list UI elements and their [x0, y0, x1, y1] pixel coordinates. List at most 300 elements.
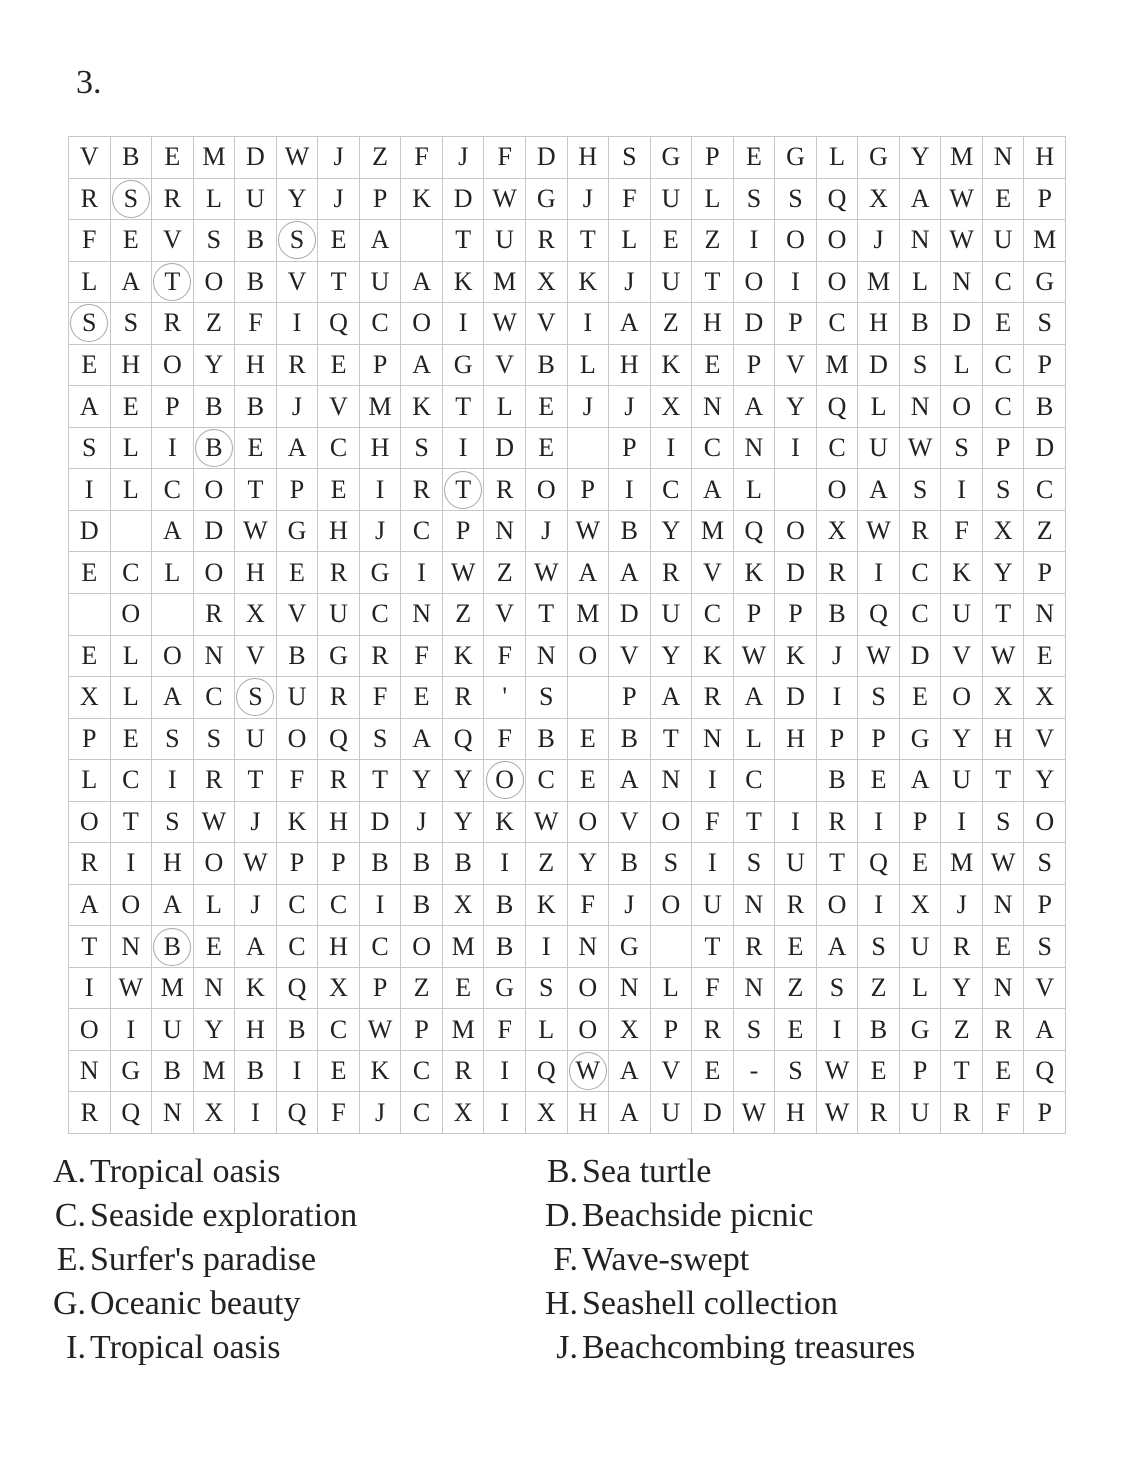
grid-cell[interactable] — [568, 262, 610, 304]
grid-cell[interactable] — [484, 843, 526, 885]
grid-cell[interactable] — [983, 802, 1025, 844]
grid-cell[interactable] — [443, 511, 485, 553]
grid-cell[interactable] — [734, 802, 776, 844]
grid-cell[interactable] — [360, 386, 402, 428]
grid-cell[interactable] — [651, 1051, 693, 1093]
grid-cell[interactable] — [401, 719, 443, 761]
grid-cell[interactable] — [360, 1051, 402, 1093]
grid-cell[interactable] — [401, 636, 443, 678]
grid-cell[interactable] — [235, 1051, 277, 1093]
grid-cell[interactable] — [692, 469, 734, 511]
grid-cell[interactable] — [318, 926, 360, 968]
grid-cell[interactable] — [858, 677, 900, 719]
grid-cell[interactable] — [900, 220, 942, 262]
grid-cell[interactable] — [69, 1009, 111, 1051]
grid-cell[interactable] — [152, 345, 194, 387]
grid-cell[interactable] — [360, 469, 402, 511]
grid-cell-circled[interactable] — [152, 262, 194, 304]
grid-cell[interactable] — [817, 1051, 859, 1093]
grid-cell[interactable] — [526, 179, 568, 221]
grid-cell[interactable] — [69, 594, 111, 636]
grid-cell[interactable] — [775, 760, 817, 802]
grid-cell[interactable] — [69, 179, 111, 221]
grid-cell[interactable] — [69, 968, 111, 1010]
grid-cell[interactable] — [775, 552, 817, 594]
grid-cell[interactable] — [401, 552, 443, 594]
grid-cell[interactable] — [900, 469, 942, 511]
grid-cell[interactable] — [69, 1092, 111, 1134]
grid-cell[interactable] — [277, 1051, 319, 1093]
grid-cell[interactable] — [941, 469, 983, 511]
grid-cell[interactable] — [111, 926, 153, 968]
grid-cell[interactable] — [111, 262, 153, 304]
grid-cell[interactable] — [111, 303, 153, 345]
grid-cell-circled[interactable] — [152, 926, 194, 968]
grid-cell[interactable] — [526, 968, 568, 1010]
grid-cell[interactable] — [443, 968, 485, 1010]
grid-cell[interactable] — [235, 1092, 277, 1134]
grid-cell[interactable] — [1024, 885, 1066, 927]
grid-cell[interactable] — [609, 636, 651, 678]
grid-cell[interactable] — [817, 968, 859, 1010]
grid-cell[interactable] — [817, 636, 859, 678]
grid-cell[interactable] — [69, 802, 111, 844]
grid-cell[interactable] — [318, 719, 360, 761]
grid-cell[interactable] — [152, 802, 194, 844]
grid-cell[interactable] — [817, 137, 859, 179]
grid-cell[interactable] — [817, 760, 859, 802]
grid-cell[interactable] — [235, 220, 277, 262]
grid-cell[interactable] — [526, 802, 568, 844]
grid-cell[interactable] — [318, 636, 360, 678]
grid-cell[interactable] — [484, 719, 526, 761]
grid-cell[interactable] — [941, 843, 983, 885]
grid-cell[interactable] — [277, 968, 319, 1010]
grid-cell[interactable] — [734, 926, 776, 968]
grid-cell[interactable] — [194, 1092, 236, 1134]
grid-cell[interactable] — [484, 220, 526, 262]
grid-cell[interactable] — [484, 677, 526, 719]
grid-cell[interactable] — [692, 885, 734, 927]
grid-cell[interactable] — [609, 802, 651, 844]
grid-cell[interactable] — [360, 802, 402, 844]
grid-cell[interactable] — [526, 885, 568, 927]
grid-cell[interactable] — [692, 1092, 734, 1134]
grid-cell[interactable] — [360, 137, 402, 179]
grid-cell[interactable] — [111, 469, 153, 511]
grid-cell[interactable] — [568, 386, 610, 428]
grid-cell[interactable] — [152, 677, 194, 719]
grid-cell[interactable] — [111, 594, 153, 636]
grid-cell[interactable] — [443, 594, 485, 636]
grid-cell[interactable] — [194, 137, 236, 179]
grid-cell[interactable] — [111, 137, 153, 179]
grid-cell[interactable] — [900, 885, 942, 927]
grid-cell[interactable] — [401, 594, 443, 636]
grid-cell[interactable] — [111, 511, 153, 553]
grid-cell[interactable] — [941, 885, 983, 927]
grid-cell[interactable] — [983, 469, 1025, 511]
grid-cell[interactable] — [734, 179, 776, 221]
grid-cell[interactable] — [401, 926, 443, 968]
grid-cell[interactable] — [609, 926, 651, 968]
grid-cell[interactable] — [318, 677, 360, 719]
grid-cell[interactable] — [235, 760, 277, 802]
grid-cell[interactable] — [1024, 843, 1066, 885]
grid-cell[interactable] — [235, 552, 277, 594]
grid-cell[interactable] — [277, 179, 319, 221]
grid-cell[interactable] — [775, 677, 817, 719]
grid-cell[interactable] — [858, 760, 900, 802]
grid-cell[interactable] — [443, 1051, 485, 1093]
grid-cell[interactable] — [858, 552, 900, 594]
grid-cell[interactable] — [111, 220, 153, 262]
grid-cell[interactable] — [194, 1051, 236, 1093]
grid-cell[interactable] — [858, 345, 900, 387]
grid-cell[interactable] — [69, 719, 111, 761]
grid-cell[interactable] — [817, 511, 859, 553]
grid-cell[interactable] — [900, 926, 942, 968]
grid-cell[interactable] — [69, 220, 111, 262]
grid-cell[interactable] — [484, 262, 526, 304]
grid-cell[interactable] — [401, 677, 443, 719]
grid-cell[interactable] — [318, 179, 360, 221]
grid-cell[interactable] — [152, 220, 194, 262]
grid-cell[interactable] — [568, 345, 610, 387]
grid-cell[interactable] — [692, 220, 734, 262]
grid-cell[interactable] — [111, 1009, 153, 1051]
grid-cell[interactable] — [318, 428, 360, 470]
grid-cell[interactable] — [111, 636, 153, 678]
grid-cell[interactable] — [111, 428, 153, 470]
grid-cell[interactable] — [941, 926, 983, 968]
grid-cell[interactable] — [194, 802, 236, 844]
grid-cell[interactable] — [692, 428, 734, 470]
grid-cell[interactable] — [194, 262, 236, 304]
grid-cell[interactable] — [941, 636, 983, 678]
grid-cell[interactable] — [526, 303, 568, 345]
grid-cell[interactable] — [360, 345, 402, 387]
grid-cell[interactable] — [69, 636, 111, 678]
grid-cell[interactable] — [360, 552, 402, 594]
grid-cell[interactable] — [443, 802, 485, 844]
grid-cell[interactable] — [900, 552, 942, 594]
grid-cell[interactable] — [651, 1009, 693, 1051]
grid-cell[interactable] — [360, 303, 402, 345]
grid-cell[interactable] — [526, 386, 568, 428]
grid-cell[interactable] — [1024, 511, 1066, 553]
grid-cell[interactable] — [235, 636, 277, 678]
grid-cell[interactable] — [983, 677, 1025, 719]
grid-cell[interactable] — [983, 636, 1025, 678]
grid-cell[interactable] — [775, 968, 817, 1010]
grid-cell[interactable] — [775, 1051, 817, 1093]
grid-cell[interactable] — [734, 719, 776, 761]
grid-cell[interactable] — [983, 885, 1025, 927]
grid-cell[interactable] — [568, 1009, 610, 1051]
grid-cell[interactable] — [692, 1009, 734, 1051]
grid-cell[interactable] — [69, 1051, 111, 1093]
grid-cell[interactable] — [900, 968, 942, 1010]
grid-cell[interactable] — [568, 428, 610, 470]
grid-cell[interactable] — [526, 1092, 568, 1134]
grid-cell[interactable] — [983, 220, 1025, 262]
grid-cell[interactable] — [526, 262, 568, 304]
grid-cell[interactable] — [858, 885, 900, 927]
grid-cell[interactable] — [858, 594, 900, 636]
grid-cell[interactable] — [277, 802, 319, 844]
grid-cell[interactable] — [651, 719, 693, 761]
grid-cell[interactable] — [69, 262, 111, 304]
grid-cell[interactable] — [817, 843, 859, 885]
grid-cell[interactable] — [775, 469, 817, 511]
grid-cell[interactable] — [1024, 1009, 1066, 1051]
grid-cell[interactable] — [360, 719, 402, 761]
grid-cell[interactable] — [858, 469, 900, 511]
grid-cell[interactable] — [734, 137, 776, 179]
grid-cell[interactable] — [360, 760, 402, 802]
grid-cell[interactable] — [734, 1009, 776, 1051]
grid-cell[interactable] — [235, 303, 277, 345]
grid-cell[interactable] — [194, 179, 236, 221]
grid-cell[interactable] — [900, 511, 942, 553]
grid-cell[interactable] — [1024, 469, 1066, 511]
grid-cell[interactable] — [817, 594, 859, 636]
grid-cell[interactable] — [734, 511, 776, 553]
grid-cell[interactable] — [983, 594, 1025, 636]
grid-cell[interactable] — [235, 968, 277, 1010]
grid-cell[interactable] — [152, 636, 194, 678]
grid-cell[interactable] — [1024, 968, 1066, 1010]
grid-cell[interactable] — [484, 511, 526, 553]
grid-cell[interactable] — [401, 428, 443, 470]
grid-cell[interactable] — [526, 1009, 568, 1051]
grid-cell[interactable] — [858, 843, 900, 885]
grid-cell[interactable] — [443, 345, 485, 387]
grid-cell[interactable] — [609, 594, 651, 636]
grid-cell[interactable] — [69, 469, 111, 511]
grid-cell[interactable] — [817, 719, 859, 761]
grid-cell[interactable] — [568, 885, 610, 927]
grid-cell[interactable] — [651, 511, 693, 553]
grid-cell[interactable] — [651, 345, 693, 387]
grid-cell[interactable] — [111, 1051, 153, 1093]
grid-cell[interactable] — [692, 636, 734, 678]
grid-cell[interactable] — [277, 594, 319, 636]
grid-cell[interactable] — [235, 262, 277, 304]
grid-cell[interactable] — [858, 179, 900, 221]
grid-cell[interactable] — [235, 469, 277, 511]
grid-cell[interactable] — [568, 469, 610, 511]
grid-cell[interactable] — [858, 636, 900, 678]
grid-cell[interactable] — [775, 1092, 817, 1134]
grid-cell[interactable] — [817, 1009, 859, 1051]
grid-cell[interactable] — [817, 262, 859, 304]
grid-cell[interactable] — [817, 677, 859, 719]
grid-cell[interactable] — [318, 511, 360, 553]
grid-cell[interactable] — [858, 262, 900, 304]
grid-cell[interactable] — [734, 594, 776, 636]
grid-cell[interactable] — [568, 843, 610, 885]
grid-cell[interactable] — [941, 345, 983, 387]
grid-cell[interactable] — [401, 469, 443, 511]
grid-cell[interactable] — [609, 220, 651, 262]
grid-cell[interactable] — [318, 1092, 360, 1134]
grid-cell[interactable] — [318, 1051, 360, 1093]
grid-cell[interactable] — [277, 885, 319, 927]
grid-cell[interactable] — [1024, 594, 1066, 636]
grid-cell[interactable] — [484, 386, 526, 428]
grid-cell[interactable] — [360, 220, 402, 262]
grid-cell[interactable] — [817, 552, 859, 594]
grid-cell[interactable] — [692, 719, 734, 761]
grid-cell[interactable] — [443, 386, 485, 428]
grid-cell[interactable] — [360, 179, 402, 221]
grid-cell[interactable] — [858, 968, 900, 1010]
grid-cell[interactable] — [360, 968, 402, 1010]
grid-cell[interactable] — [651, 594, 693, 636]
grid-cell[interactable] — [900, 303, 942, 345]
grid-cell[interactable] — [983, 843, 1025, 885]
grid-cell[interactable] — [1024, 262, 1066, 304]
grid-cell[interactable] — [360, 262, 402, 304]
grid-cell[interactable] — [568, 179, 610, 221]
grid-cell[interactable] — [526, 345, 568, 387]
grid-cell[interactable] — [194, 885, 236, 927]
grid-cell[interactable] — [858, 926, 900, 968]
grid-cell[interactable] — [568, 303, 610, 345]
grid-cell[interactable] — [152, 179, 194, 221]
grid-cell[interactable] — [983, 386, 1025, 428]
grid-cell[interactable] — [235, 428, 277, 470]
grid-cell[interactable] — [734, 345, 776, 387]
grid-cell[interactable] — [69, 843, 111, 885]
grid-cell[interactable] — [484, 469, 526, 511]
grid-cell[interactable] — [775, 719, 817, 761]
grid-cell[interactable] — [360, 926, 402, 968]
grid-cell[interactable] — [983, 719, 1025, 761]
grid-cell[interactable] — [900, 636, 942, 678]
grid-cell[interactable] — [194, 843, 236, 885]
grid-cell[interactable] — [858, 428, 900, 470]
grid-cell[interactable] — [734, 220, 776, 262]
grid-cell[interactable] — [983, 1009, 1025, 1051]
grid-cell[interactable] — [526, 636, 568, 678]
grid-cell[interactable] — [983, 552, 1025, 594]
grid-cell[interactable] — [734, 885, 776, 927]
grid-cell[interactable] — [983, 511, 1025, 553]
grid-cell[interactable] — [609, 1092, 651, 1134]
grid-cell[interactable] — [651, 137, 693, 179]
grid-cell[interactable] — [568, 719, 610, 761]
grid-cell[interactable] — [484, 636, 526, 678]
grid-cell[interactable] — [651, 1092, 693, 1134]
grid-cell[interactable] — [526, 760, 568, 802]
grid-cell[interactable] — [360, 428, 402, 470]
grid-cell[interactable] — [941, 760, 983, 802]
grid-cell[interactable] — [983, 760, 1025, 802]
grid-cell[interactable] — [443, 1009, 485, 1051]
grid-cell[interactable] — [734, 843, 776, 885]
grid-cell[interactable] — [900, 1009, 942, 1051]
grid-cell-circled[interactable] — [443, 469, 485, 511]
grid-cell[interactable] — [775, 262, 817, 304]
grid-cell[interactable] — [318, 843, 360, 885]
grid-cell[interactable] — [568, 677, 610, 719]
grid-cell[interactable] — [277, 303, 319, 345]
grid-cell[interactable] — [111, 760, 153, 802]
grid-cell[interactable] — [484, 594, 526, 636]
grid-cell[interactable] — [277, 636, 319, 678]
grid-cell[interactable] — [277, 345, 319, 387]
grid-cell[interactable] — [983, 179, 1025, 221]
grid-cell[interactable] — [900, 802, 942, 844]
grid-cell[interactable] — [277, 428, 319, 470]
grid-cell[interactable] — [858, 719, 900, 761]
grid-cell[interactable] — [401, 968, 443, 1010]
grid-cell[interactable] — [318, 552, 360, 594]
grid-cell[interactable] — [443, 428, 485, 470]
grid-cell[interactable] — [194, 760, 236, 802]
grid-cell[interactable] — [609, 719, 651, 761]
grid-cell[interactable] — [692, 760, 734, 802]
grid-cell[interactable] — [609, 386, 651, 428]
grid-cell[interactable] — [526, 719, 568, 761]
grid-cell[interactable] — [401, 1009, 443, 1051]
grid-cell[interactable] — [983, 1051, 1025, 1093]
grid-cell[interactable] — [526, 552, 568, 594]
grid-cell[interactable] — [277, 1009, 319, 1051]
grid-cell[interactable] — [941, 1092, 983, 1134]
grid-cell[interactable] — [941, 1051, 983, 1093]
grid-cell[interactable] — [360, 594, 402, 636]
grid-cell[interactable] — [692, 179, 734, 221]
grid-cell[interactable] — [983, 1092, 1025, 1134]
grid-cell[interactable] — [318, 220, 360, 262]
grid-cell[interactable] — [900, 137, 942, 179]
grid-cell-circled[interactable] — [568, 1051, 610, 1093]
grid-cell[interactable] — [983, 926, 1025, 968]
grid-cell-circled[interactable] — [235, 677, 277, 719]
grid-cell[interactable] — [526, 926, 568, 968]
grid-cell[interactable] — [568, 511, 610, 553]
grid-cell[interactable] — [194, 677, 236, 719]
grid-cell[interactable] — [609, 469, 651, 511]
grid-cell[interactable] — [152, 1051, 194, 1093]
grid-cell[interactable] — [775, 179, 817, 221]
grid-cell[interactable] — [69, 926, 111, 968]
grid-cell[interactable] — [152, 885, 194, 927]
grid-cell[interactable] — [609, 885, 651, 927]
grid-cell[interactable] — [568, 802, 610, 844]
grid-cell[interactable] — [900, 760, 942, 802]
grid-cell[interactable] — [651, 760, 693, 802]
grid-cell[interactable] — [443, 926, 485, 968]
grid-cell[interactable] — [817, 1092, 859, 1134]
grid-cell[interactable] — [194, 926, 236, 968]
grid-cell[interactable] — [775, 843, 817, 885]
grid-cell[interactable] — [941, 677, 983, 719]
grid-cell[interactable] — [484, 1009, 526, 1051]
grid-cell[interactable] — [983, 303, 1025, 345]
grid-cell[interactable] — [235, 926, 277, 968]
grid-cell[interactable] — [484, 137, 526, 179]
grid-cell[interactable] — [609, 179, 651, 221]
grid-cell[interactable] — [651, 802, 693, 844]
grid-cell[interactable] — [692, 926, 734, 968]
grid-cell[interactable] — [692, 968, 734, 1010]
grid-cell[interactable] — [318, 469, 360, 511]
